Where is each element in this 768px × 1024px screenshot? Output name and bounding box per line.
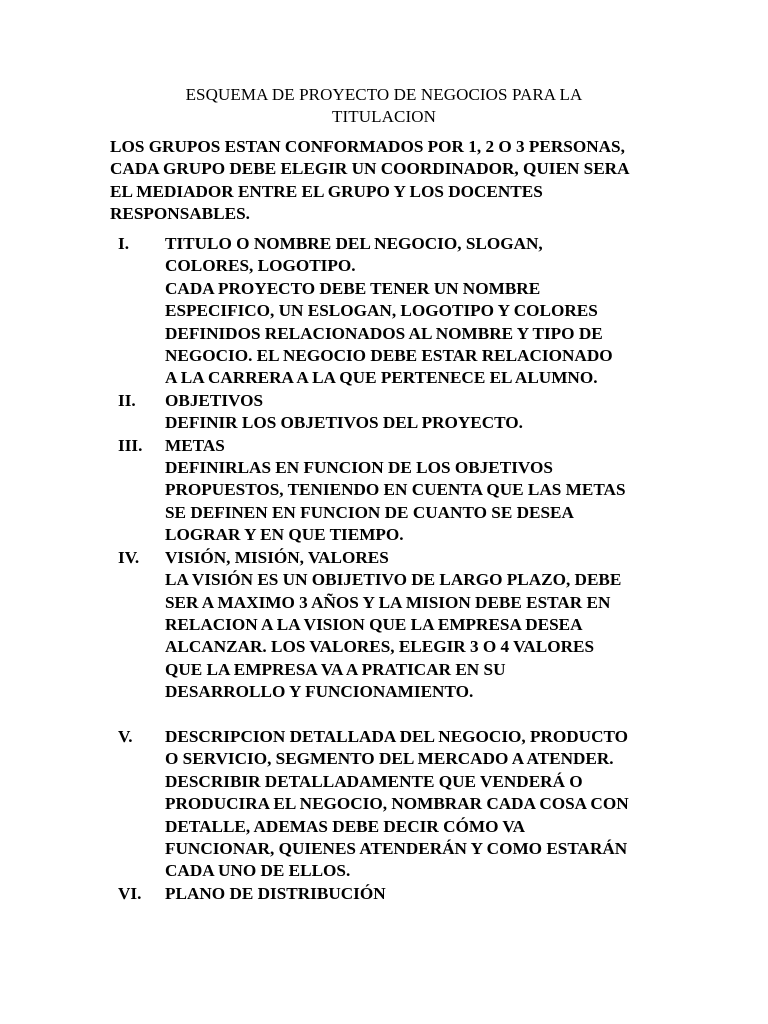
section-line: CADA UNO DE ELLOS. [165, 861, 351, 881]
section-line: LOGRAR Y EN QUE TIEMPO. [165, 525, 404, 545]
intro-line: LOS GRUPOS ESTAN CONFORMADOS POR 1, 2 O 3 PERSONAS, [110, 137, 625, 156]
title-line: ESQUEMA DE PROYECTO DE NEGOCIOS PARA LA [185, 85, 583, 104]
title-line: TITULACION [332, 107, 436, 126]
blank-line [118, 704, 678, 726]
document-title [110, 84, 658, 128]
section-line: SER A MAXIMO 3 AÑOS Y LA MISION DEBE ESTAR EN [165, 592, 611, 612]
section-line: DEFINIR LOS OBJETIVOS DEL PROYECTO. [165, 413, 523, 433]
intro-line: RESPONSABLES. [110, 204, 250, 224]
section-numeral: III. [118, 435, 143, 455]
section-line: LA VISIÓN ES UN OBIJETIVO DE LARGO PLAZO, DEBE [165, 570, 622, 590]
section-item-vi [118, 883, 678, 905]
section-line: PLANO DE DISTRIBUCIÓN [165, 883, 386, 903]
section-line: DETALLE, ADEMAS DEBE DECIR CÓMO VA [165, 816, 526, 836]
section-numeral: VI. [118, 883, 142, 903]
section-item-v [118, 726, 678, 883]
intro-line: CADA GRUPO DEBE ELEGIR UN COORDINADOR, QUIEN SERA [110, 159, 630, 179]
section-numeral: IV. [118, 547, 140, 567]
section-line: RELACION A LA VISION QUE LA EMPRESA DESEA [165, 614, 583, 634]
section-line: COLORES, LOGOTIPO. [165, 256, 356, 276]
section-list [118, 233, 678, 905]
section-line: FUNCIONAR, QUIENES ATENDERÁN Y COMO ESTARÁN [165, 838, 628, 858]
section-line: VISIÓN, MISIÓN, VALORES [165, 547, 389, 567]
section-numeral: I. [118, 234, 129, 253]
section-line: O SERVICIO, SEGMENTO DEL MERCADO A ATENDER. [165, 749, 614, 769]
section-line: TITULO O NOMBRE DEL NEGOCIO, SLOGAN, [165, 234, 543, 253]
section-line: QUE LA EMPRESA VA A PRATICAR EN SU [165, 659, 506, 679]
section-line: OBJETIVOS [165, 390, 264, 410]
section-numeral: II. [118, 390, 136, 410]
section-line: DEFINIRLAS EN FUNCION DE LOS OBJETIVOS [165, 458, 553, 478]
intro-paragraph [110, 136, 670, 226]
intro-line: EL MEDIADOR ENTRE EL GRUPO Y LOS DOCENTES [110, 181, 543, 201]
section-line: PRODUCIRA EL NEGOCIO, NOMBRAR CADA COSA CON [165, 794, 629, 814]
section-line: CADA PROYECTO DEBE TENER UN NOMBRE [165, 278, 541, 298]
section-line: ESPECIFICO, UN ESLOGAN, LOGOTIPO Y COLORES [165, 301, 598, 321]
section-line: DESARROLLO Y FUNCIONAMIENTO. [165, 682, 474, 702]
section-item-i [118, 233, 678, 390]
section-line: NEGOCIO. EL NEGOCIO DEBE ESTAR RELACIONADO [165, 346, 613, 366]
section-line: DEFINIDOS RELACIONADOS AL NOMBRE Y TIPO DE [165, 323, 603, 343]
section-line: ALCANZAR. LOS VALORES, ELEGIR 3 O 4 VALORES [165, 637, 595, 657]
section-line: METAS [165, 435, 225, 455]
section-line: A LA CARRERA A LA QUE PERTENECE EL ALUMNO. [165, 368, 598, 388]
section-item-ii [118, 390, 678, 435]
section-item-iii [118, 435, 678, 547]
section-line: SE DEFINEN EN FUNCION DE CUANTO SE DESEA [165, 502, 574, 522]
section-line: DESCRIBIR DETALLADAMENTE QUE VENDERÁ O [165, 771, 583, 791]
section-line: PROPUESTOS, TENIENDO EN CUENTA QUE LAS METAS [165, 480, 626, 500]
section-numeral: V. [118, 726, 133, 746]
section-item-iv [118, 547, 678, 704]
section-line: DESCRIPCION DETALLADA DEL NEGOCIO, PRODUCTO [165, 726, 629, 746]
